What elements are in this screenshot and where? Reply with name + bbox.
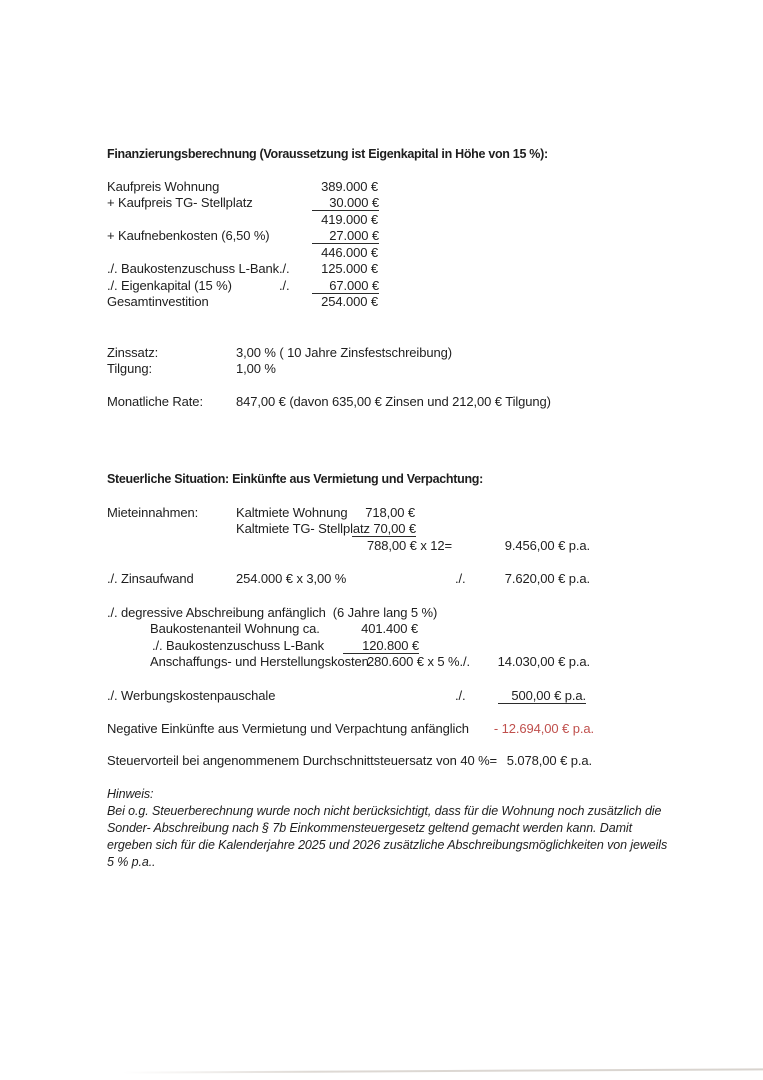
note-line: Sonder- Abschreibung nach § 7b Einkommensteuergesetz geltend gemacht werden kann. Damit	[107, 821, 632, 835]
depreciation-label: ./. degressive Abschreibung anfänglich (6 Jahre lang 5 %)	[107, 605, 438, 620]
tax-section-heading: Steuerliche Situation: Einkünfte aus Vermietung und Verpachtung:	[107, 472, 483, 486]
financing-total-label: Gesamtinvestition	[107, 294, 209, 309]
minus-operator: ./.	[279, 278, 290, 293]
tax-advantage-label: Steuervorteil bei angenommenem Durchschnittsteuersatz von 40 %=	[107, 753, 498, 768]
negative-income-label: Negative Einkünfte aus Vermietung und Verpachtung anfänglich	[107, 721, 469, 736]
repayment-value: 1,00 %	[236, 361, 276, 376]
note-heading: Hinweis:	[107, 787, 154, 801]
financing-subtotal-value: 446.000 €	[321, 245, 378, 260]
construction-subsidy-value: 120.800 €	[343, 638, 419, 654]
interest-expense-formula: 254.000 € x 3,00 %	[236, 571, 347, 586]
financing-row-label: + Kaufnebenkosten (6,50 %)	[107, 228, 270, 243]
building-cost-share-label: Baukostenanteil Wohnung ca.	[150, 621, 320, 636]
advertising-cost-allowance-label: ./. Werbungskostenpauschale	[107, 688, 276, 703]
monthly-rate-value: 847,00 € (davon 635,00 € Zinsen und 212,00 € Tilgung)	[236, 394, 551, 409]
financing-row-value: 125.000 €	[321, 261, 378, 276]
financing-row-label: + Kaufpreis TG- Stellplatz	[107, 195, 253, 210]
rent-parking-value: 70,00 €	[352, 521, 416, 537]
rent-sum-formula: 788,00 € x 12=	[367, 538, 452, 553]
interest-rate-label: Zinssatz:	[107, 345, 159, 360]
financing-row-label: ./. Eigenkapital (15 %)	[107, 278, 232, 293]
financing-row-value: 30.000 €	[312, 195, 379, 211]
repayment-label: Tilgung:	[107, 361, 152, 376]
minus-operator: ./.	[455, 688, 466, 703]
note-line: 5 % p.a..	[107, 855, 156, 869]
scan-edge-artifact	[122, 1068, 763, 1073]
minus-operator: ./.	[279, 261, 290, 276]
tax-advantage-annual-value: 5.078,00 € p.a.	[506, 753, 592, 768]
rent-apartment-label: Kaltmiete Wohnung	[236, 505, 348, 520]
financing-row-label: Kaufpreis Wohnung	[107, 179, 220, 194]
minus-operator: ./.	[455, 571, 466, 586]
financing-row-value: 67.000 €	[312, 278, 379, 294]
financing-total-value: 254.000 €	[321, 294, 378, 309]
rent-sum-annual-value: 9.456,00 € p.a.	[504, 538, 590, 553]
financing-row-value: 27.000 €	[312, 228, 379, 244]
rental-income-label: Mieteinnahmen:	[107, 505, 199, 520]
doc-title: Finanzierungsberechnung (Voraussetzung ist Eigenkapital in Höhe von 15 %):	[107, 147, 548, 161]
financing-row-value: 389.000 €	[321, 179, 378, 194]
acquisition-costs-formula: 280.600 € x 5 %./.	[367, 654, 470, 669]
construction-subsidy-label: ./. Baukostenzuschuss L-Bank	[152, 638, 325, 653]
interest-rate-value: 3,00 % ( 10 Jahre Zinsfestschreibung)	[236, 345, 452, 360]
financing-row-label: ./. Baukostenzuschuss L-Bank	[107, 261, 280, 276]
depreciation-annual-value: 14.030,00 € p.a.	[497, 654, 590, 669]
note-line: ergeben sich für die Kalenderjahre 2025 und 2026 zusätzliche Abschreibungsmöglichkeiten von jeweils	[107, 838, 668, 852]
interest-expense-annual-value: 7.620,00 € p.a.	[504, 571, 590, 586]
monthly-rate-label: Monatliche Rate:	[107, 394, 203, 409]
building-cost-share-value: 401.400 €	[361, 621, 418, 636]
rent-apartment-value: 718,00 €	[365, 505, 415, 520]
note-line: Bei o.g. Steuerberechnung wurde noch nicht berücksichtigt, dass für die Wohnung noch zusätzlich die	[107, 804, 662, 818]
financing-subtotal-value: 419.000 €	[321, 212, 378, 227]
interest-expense-label: ./. Zinsaufwand	[107, 571, 194, 586]
negative-income-annual-value: - 12.694,00 € p.a.	[493, 721, 594, 736]
acquisition-costs-label: Anschaffungs- und Herstellungskosten	[150, 654, 369, 669]
rent-parking-label: Kaltmiete TG- Stellplatz	[236, 521, 370, 536]
allowance-annual-value: 500,00 € p.a.	[498, 688, 586, 704]
